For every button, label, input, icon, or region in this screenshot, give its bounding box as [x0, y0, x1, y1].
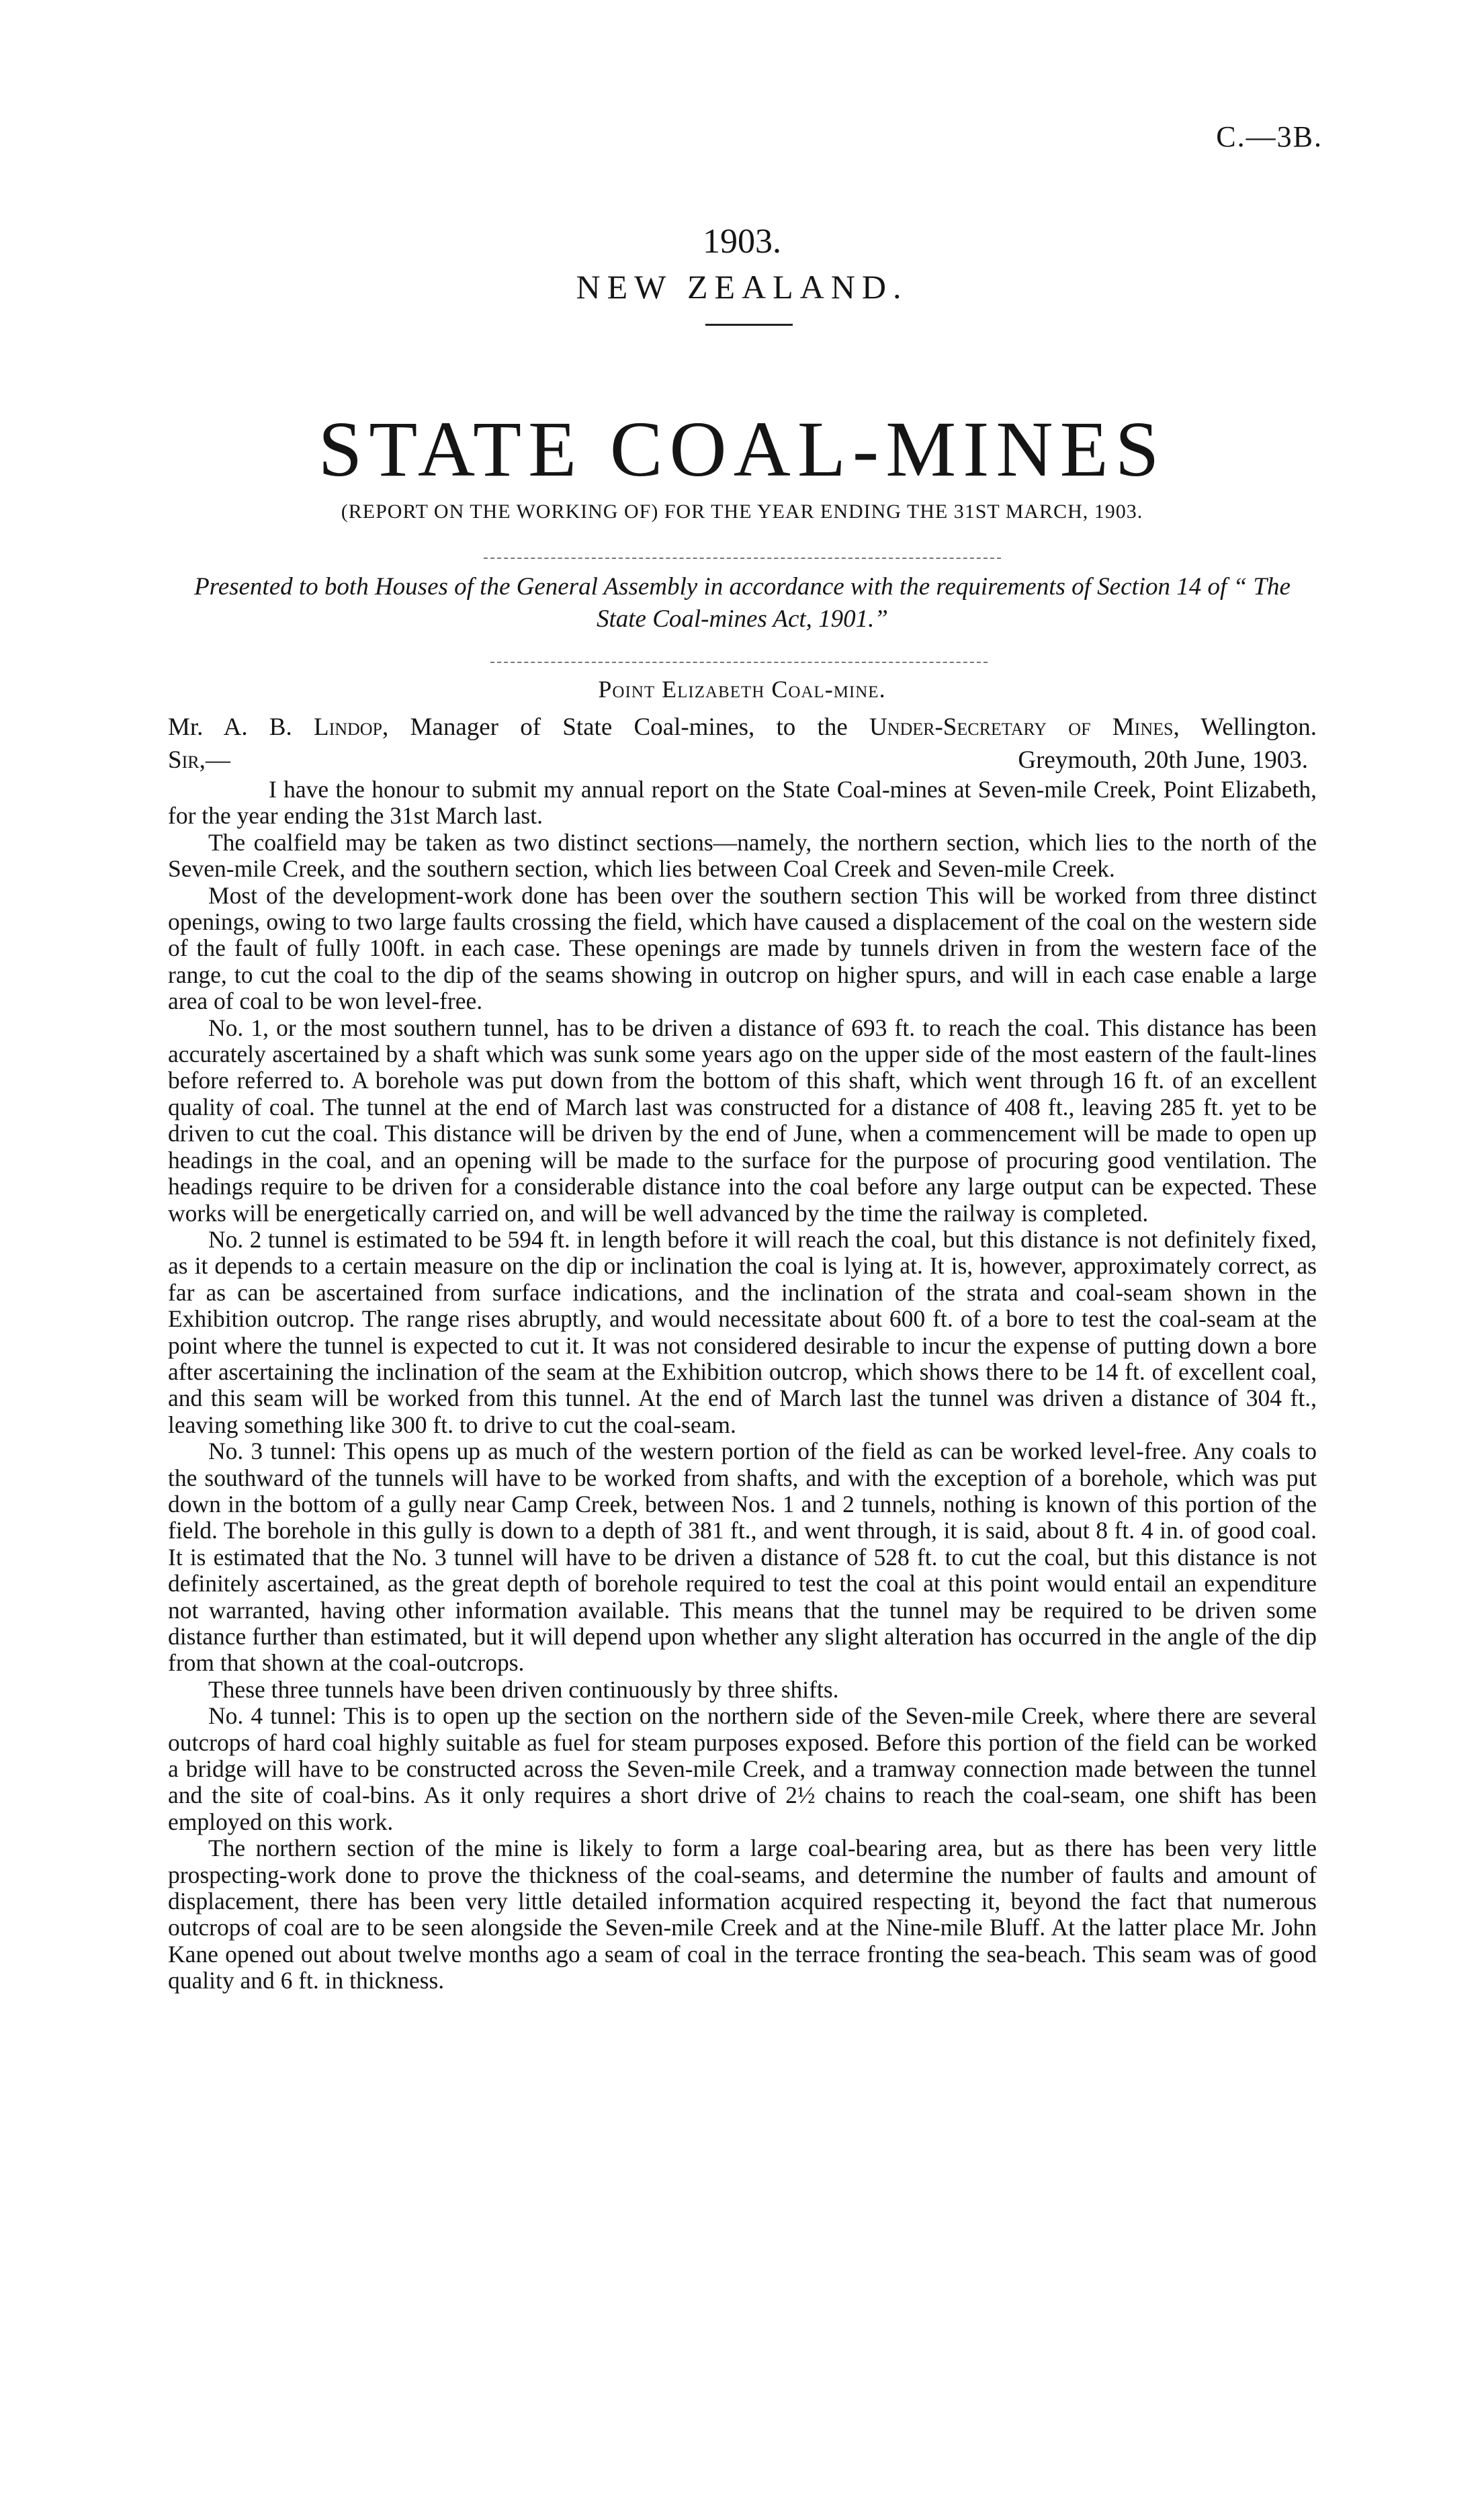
divider-rule — [705, 324, 793, 326]
paragraph: The northern section of the mine is likely to form a large coal-bearing area, but as there has been very little prospecting-work done to prove the thickness of the coal-seams, and determine the number of faults and amount of displacement, there has been very little detailed information acquired respecting it, beyond the fact that numerous outcrops of coal are to be seen alongside the Seven-mile Creek and at the Nine-mile Bluff. At the latter place Mr. John Kane opened out about twelve months ago a seam of coal in the terrace fronting the sea-beach. This seam was of good quality and 6 ft. in thickness. — [168, 1835, 1317, 1994]
paper-reference: C.—3B. — [1216, 120, 1323, 153]
from-name: Lindop — [313, 713, 383, 741]
paragraph: I have the honour to submit my annual report on the State Coal-mines at Seven-mile Creek, Point Elizabeth, for the year ending the 31st March last. — [168, 776, 1317, 830]
letter-body — [168, 777, 1317, 1994]
paragraph: No. 3 tunnel: This opens up as much of the western portion of the field as can be worked level-free. Any coals to the southward of the tunnels will have to be worked from shafts, and with the exception of a borehole, which was put down in the bottom of a gully near Camp Creek, between Nos. 1 and 2 tunnels, nothing is known of this portion of the field. The borehole in this gully is down to a depth of 381 ft., and went through, it is said, about 8 ft. 4 in. of good coal. It is estimated that the No. 3 tunnel will have to be driven a distance of 528 ft. to cut the coal, but this distance is not definitely ascertained, as the great depth of borehole required to test the coal at this point would entail an expenditure not warranted, having other information available. This means that the tunnel may be required to be driven some distance further than estimated, but it will depend upon whether any slight alteration has occurred in the angle of the dip from that shown at the coal-outcrops. — [168, 1438, 1317, 1677]
from-role: , Manager of State Coal-mines, to the — [382, 713, 869, 741]
dotted-divider — [484, 558, 1001, 559]
paragraph: No. 1, or the most southern tunnel, has to be driven a distance of 693 ft. to reach the coal. This distance has been accurately ascertained by a shaft which was sunk some years ago on the upper side of the most eastern of the fault-lines before referred to. A borehole was put down from the bottom of this shaft, which went through 16 ft. of an excellent quality of coal. The tunnel at the end of March last was constructed for a distance of 408 ft., leaving 285 ft. yet to be driven to cut the coal. This distance will be driven by the end of June, when a commencement will be made to open up headings in the coal, and an opening will be made to the surface for the purpose of procuring good ventilation. The headings require to be driven for a considerable distance into the coal before any large output can be expected. These works will be energetically carried on, and will be well advanced by the time the railway is completed. — [168, 1014, 1317, 1227]
paragraph: The coalfield may be taken as two distinct sections—namely, the northern section, which lies to the north of the Seven-mile Creek, and the southern section, which lies between Coal Creek and Seven-mile Creek. — [168, 828, 1317, 883]
to-place: , Wellington. — [1173, 713, 1317, 741]
to-title: Under-Secretary of Mines — [869, 713, 1174, 741]
salutation: Sir,— — [168, 746, 230, 774]
year-heading: 1903. — [703, 222, 781, 261]
dateline: Greymouth, 20th June, 1903. — [1018, 746, 1308, 774]
paragraph: No. 2 tunnel is estimated to be 594 ft. in length before it will reach the coal, but this distance is not definitely fixed, as it depends to a certain measure on the dip or inclination the coal is lying at. It is, however, approximately correct, as far as can be ascertained from surface indications, and the inclination of the strata and coal-seam shown in the Exhibition outcrop. The range rises abruptly, and would necessitate about 600 ft. of a bore to test the coal-seam at the point where the tunnel is expected to cut it. It was not considered desirable to incur the expense of putting down a bore after ascertaining the inclination of the seam at the Exhibition outcrop, which shows there to be 14 ft. of excellent coal, and this seam will be worked from this tunnel. At the end of March last the tunnel was driven a distance of 304 ft., leaving something like 300 ft. to drive to cut the coal-seam. — [168, 1225, 1317, 1438]
presentation-note: Presented to both Houses of the General Assembly in accordance with the requirements of Section 14 of “ The State Coal-mines Act, 1901.” — [194, 573, 1291, 633]
paragraph: These three tunnels have been driven continuously by three shifts. — [208, 1675, 839, 1703]
from-prefix: Mr. A. B. — [168, 713, 314, 741]
paragraph: Most of the development-work done has been over the southern section This will be worked from three distinct openings, owing to two large faults crossing the field, which have caused a displacement of the coal on the western side of the fault of fully 100ft. in each case. These openings are made by tunnels driven in from the western face of the range, to cut the coal to the dip of the seams showing in outcrop on higher spurs, and will in each case enable a large area of coal to be won level-free. — [168, 881, 1317, 1015]
letter-addressee — [168, 712, 1317, 743]
page-subtitle: (REPORT ON THE WORKING OF) FOR THE YEAR ENDING THE 31ST MARCH, 1903. — [341, 500, 1143, 523]
section-heading: Point Elizabeth Coal-mine. — [598, 676, 886, 703]
paragraph: No. 4 tunnel: This is to open up the section on the northern side of the Seven-mile Creek, where there are several outcrops of hard coal highly suitable as fuel for steam purposes exposed. Before this portion of the field can be worked a bridge will have to be constructed across the Seven-mile Creek, and a tramway connection made between the tunnel and the site of coal-bins. As it only requires a short drive of 2½ chains to reach the coal-seam, one shift has been employed on this work. — [168, 1702, 1317, 1835]
dotted-divider — [490, 662, 988, 663]
page-title: STATE COAL-MINES — [318, 405, 1166, 493]
country-heading: NEW ZEALAND. — [576, 268, 908, 306]
